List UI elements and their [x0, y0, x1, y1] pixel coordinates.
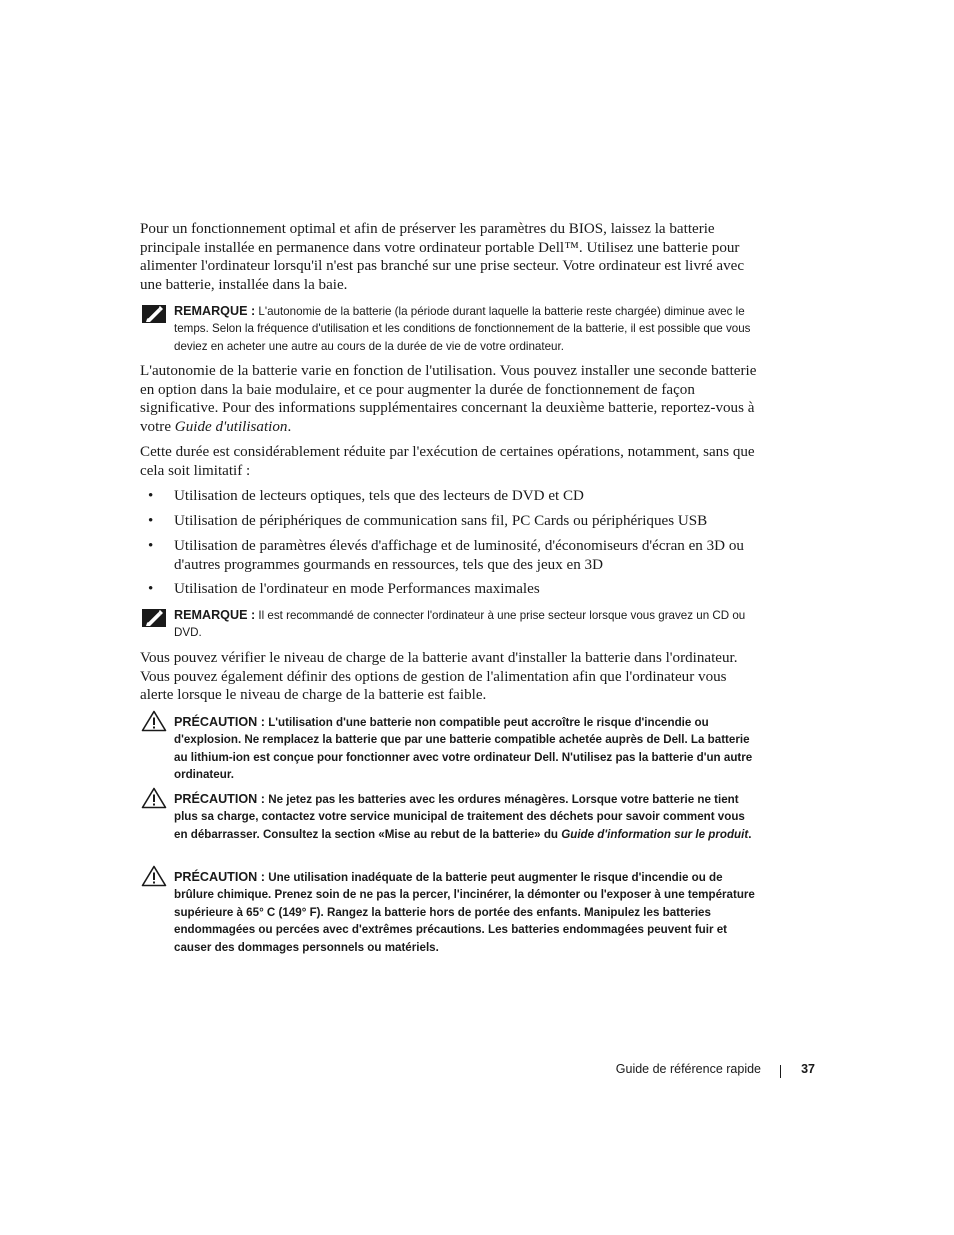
note-label: REMARQUE : [174, 608, 256, 622]
warning-triangle-icon [141, 787, 167, 809]
list-item-text: Utilisation de l'ordinateur en mode Performances maximales [174, 581, 540, 597]
page-footer [560, 1062, 815, 1080]
note-text: Il est recommandé de connecter l'ordinateur à une prise secteur lorsque vous gravez un CD ou DVD. [174, 609, 746, 640]
list-item-text: Utilisation de périphériques de communication sans fil, PC Cards ou périphériques USB [174, 513, 708, 529]
list-item-text: Utilisation de lecteurs optiques, tels que des lecteurs de DVD et CD [174, 488, 584, 504]
user-guide-reference: Guide d'utilisation [174, 419, 288, 436]
bullet-icon: • [148, 538, 154, 554]
caution-text: Ne jetez pas les batteries avec les ordures ménagères. Lorsque votre batterie ne tient plus sa charge, contactez votre service municipal de traitement des déchets pour savoir comment vous en débarrasser. Consultez la section «Mise au rebut de la batterie» du [174, 793, 745, 841]
note-pencil-icon [142, 305, 166, 323]
note-text: L'autonomie de la batterie (la période durant laquelle la batterie reste chargée) diminue avec le temps. Selon la fréquence d'utilisation et les conditions de fonctionnement de la batterie, il est possible que vous deviez en acheter une autre au cours de la durée de vie de votre ordinateur. [174, 305, 751, 353]
caution-label: PRÉCAUTION : [174, 715, 265, 729]
reduced-duration-paragraph: Cette durée est considérablement réduite par l'exécution de certaines opérations, notamment, sans que cela soit limitatif : [140, 444, 755, 479]
bullet-icon: • [148, 513, 154, 529]
bullet-icon: • [148, 581, 154, 597]
list-item-text: Utilisation de paramètres élevés d'affichage et de luminosité, d'économiseurs d'écran en 3D ou d'autres programmes gourmands en ressources, tels que des jeux en 3D [174, 538, 744, 573]
product-info-guide-reference: Guide d'information sur le produit [561, 827, 749, 841]
warning-triangle-icon [141, 710, 167, 732]
caution-text: Une utilisation inadéquate de la batterie peut augmenter le risque d'incendie ou de brûlure chimique. Prenez soin de ne pas la percer, l'incinérer, la démonter ou l'exposer à une température supérieure à 65° C (149° F). Rangez la batterie hors de portée des enfants. Manipulez les batteries endommagées ou percées avec d'extrêmes précautions. Les batteries endommagées peuvent fuir et causer des dommages personnels ou matériels. [174, 871, 755, 954]
caution-label: PRÉCAUTION : [174, 870, 265, 884]
caution-text: L'utilisation d'une batterie non compatible peut accroître le risque d'incendie ou d'explosion. Ne remplacez la batterie que par une batterie compatible achetée auprès de Dell. La batterie au lithium-ion est conçue pour fonctionner avec votre ordinateur Dell. N'utilisez pas la batterie d'un autre ordinateur. [174, 716, 753, 782]
note-pencil-icon [142, 609, 166, 627]
caution-text-end: . [748, 827, 752, 841]
caution-label: PRÉCAUTION : [174, 792, 265, 806]
charge-level-paragraph: Vous pouvez vérifier le niveau de charge de la batterie avant d'installer la batterie dans l'ordinateur. Vous pouvez également définir des options de gestion de l'alimentation afin que l'ordinateur vous alerte lorsque le niveau de charge de la batterie est faible. [140, 650, 738, 704]
autonomy-text-end: . [287, 419, 292, 436]
intro-paragraph: Pour un fonctionnement optimal et afin de préserver les paramètres du BIOS, laissez la batterie principale installée en permanence dans votre ordinateur portable Dell™. Utilisez une batterie pour alimenter l'ordinateur lorsqu'il n'est pas branché sur une prise secteur. Votre ordinateur est livré avec une batterie, installée dans la baie. [140, 221, 745, 294]
autonomy-paragraph [140, 362, 760, 437]
warning-triangle-icon [141, 865, 167, 887]
footer-divider [780, 1065, 781, 1078]
bullet-icon: • [148, 488, 154, 504]
note-label: REMARQUE : [174, 304, 256, 318]
page-number: 37 [801, 1062, 815, 1076]
footer-title: Guide de référence rapide [615, 1062, 761, 1076]
autonomy-text: L'autonomie de la batterie varie en fonction de l'utilisation. Vous pouvez installer une seconde batterie en option dans la baie modulaire, et ce pour augmenter la durée de fonctionnement de façon significative. Pour des informations supplémentaires concernant la deuxième batterie, reportez-vous à votre [140, 363, 757, 436]
